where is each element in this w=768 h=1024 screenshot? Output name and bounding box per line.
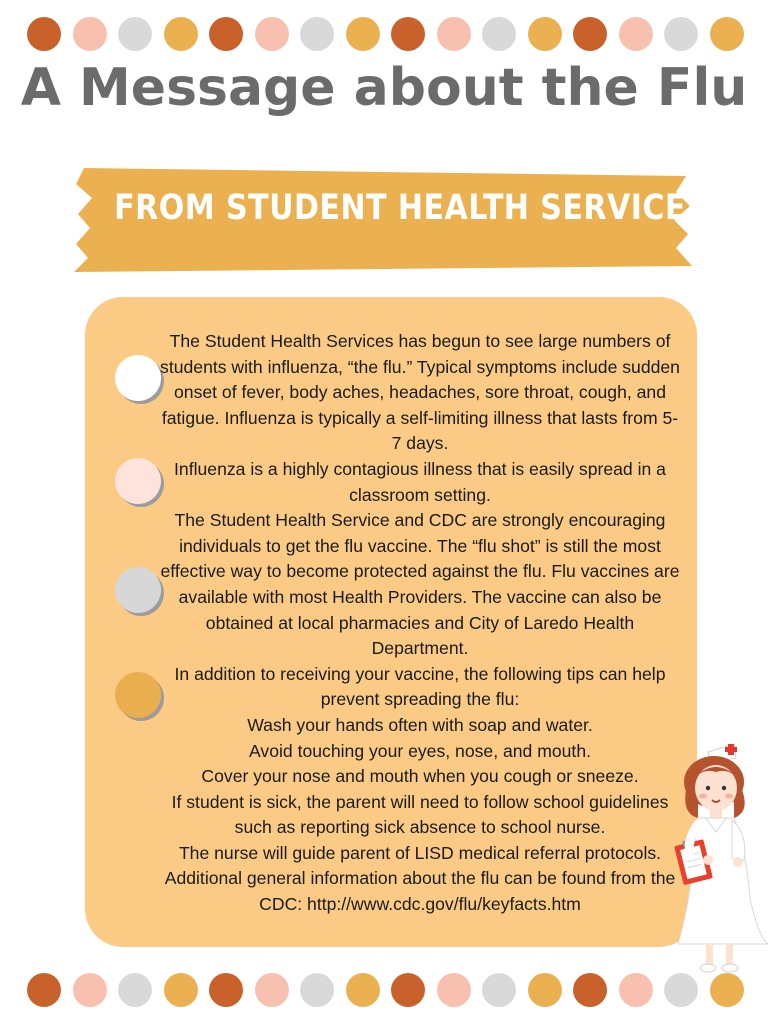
- decorative-dot: [437, 17, 471, 51]
- decorative-dot: [528, 17, 562, 51]
- message-body: [160, 329, 680, 918]
- decorative-dot: [118, 973, 152, 1007]
- decorative-dot: [346, 17, 380, 51]
- nurse-icon: [672, 738, 768, 974]
- decorative-dot: [73, 17, 107, 51]
- decorative-dot: [664, 973, 698, 1007]
- decorative-dot: [27, 17, 61, 51]
- paragraph-contagious: Influenza is a highly contagious illness that is easily spread in a classroom setting.: [174, 458, 666, 505]
- decorative-bullet-circle: [115, 672, 161, 718]
- decorative-dot: [391, 17, 425, 51]
- decorative-dot: [391, 973, 425, 1007]
- tip-wash-hands: Wash your hands often with soap and water.: [247, 714, 593, 735]
- paragraph-intro: The Student Health Services has begun to see large numbers of students with influenza, “the flu.” Typical symptoms include sudden onset of fever, body aches, headaches, sore throat, cough, and fatigue. Influenza is typically a self-limiting illness that lasts from 5-7 days.: [160, 331, 680, 454]
- decorative-dot: [255, 17, 289, 51]
- decorative-dot: [710, 17, 744, 51]
- decorative-dot: [300, 973, 334, 1007]
- decorative-dot: [164, 17, 198, 51]
- decorative-dot: [482, 17, 516, 51]
- paragraph-sick-student: If student is sick, the parent will need to follow school guidelines such as reporting sick absence to school nurse.: [171, 791, 669, 838]
- tip-avoid-touching: Avoid touching your eyes, nose, and mouth.: [249, 740, 591, 761]
- decorative-dot: [255, 973, 289, 1007]
- decorative-dot: [482, 973, 516, 1007]
- decorative-dot: [528, 973, 562, 1007]
- paragraph-vaccine: The Student Health Service and CDC are strongly encouraging individuals to get the flu vaccine. The “flu shot” is still the most effective way to become protected against the flu. Flu vaccines are available with most Health Providers. The vaccine can also be obtained at local pharmacies and City of Laredo Health Department.: [160, 510, 680, 659]
- decorative-dot: [619, 973, 653, 1007]
- paragraph-tips-intro: In addition to receiving your vaccine, the following tips can help prevent spreading the flu:: [174, 663, 666, 710]
- decorative-bullet-circle: [115, 567, 161, 613]
- paragraph-cdc-info: Additional general information about the flu can be found from the CDC: http://www.cdc.gov/flu/keyfacts.htm: [164, 868, 676, 915]
- decorative-bullet-circle: [115, 458, 161, 504]
- decorative-dot: [209, 17, 243, 51]
- tip-cover-cough: Cover your nose and mouth when you cough or sneeze.: [201, 766, 639, 787]
- decorative-dot: [573, 973, 607, 1007]
- decorative-dot: [118, 17, 152, 51]
- decorative-dot: [27, 973, 61, 1007]
- decorative-dot: [73, 973, 107, 1007]
- decorative-bullet-circle: [115, 355, 161, 401]
- decorative-dot: [300, 17, 334, 51]
- page-title: A Message about the Flu: [20, 58, 748, 118]
- decorative-dot: [437, 973, 471, 1007]
- nurse-illustration: [672, 738, 768, 974]
- banner-text: FROM STUDENT HEALTH SERVICES: [114, 188, 708, 228]
- decorative-dot: [573, 17, 607, 51]
- paragraph-nurse-referral: The nurse will guide parent of LISD medical referral protocols.: [178, 842, 662, 863]
- decorative-dot: [619, 17, 653, 51]
- decorative-dot: [664, 17, 698, 51]
- decorative-dot: [164, 973, 198, 1007]
- decorative-dot: [209, 973, 243, 1007]
- decorative-dot-row-top: [27, 17, 747, 53]
- subtitle-banner: [70, 166, 708, 274]
- decorative-dot-row-bottom: [27, 973, 747, 1009]
- decorative-dot: [710, 973, 744, 1007]
- decorative-dot: [346, 973, 380, 1007]
